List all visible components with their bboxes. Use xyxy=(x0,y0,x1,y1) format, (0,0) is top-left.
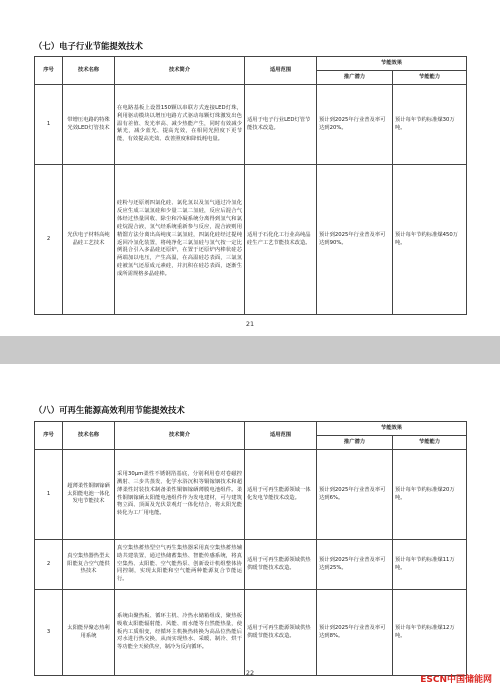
row-intro: 真空集热蓄热型空气再生集热器采用真空集热蓄热辅助共建装置，通过热储蓄集热、智能传感系统，将真空集热、太阳能、空气能热泵、创新设计机组整体协同控制，实现太阳能和空气能两种能源复合节能运行。 xyxy=(115,540,245,590)
row-scope: 适用于可再生能源领域供热供暖节能技术改造。 xyxy=(245,590,317,676)
header-scope: 适用范围 xyxy=(245,422,317,450)
row-potential: 预计到2025年行业普及率可达到25%。 xyxy=(317,540,393,590)
document-page-22 xyxy=(0,364,500,689)
header-name: 技术名称 xyxy=(63,57,115,85)
row-intro: 在电路基板上设置150颗以串联方式连接LED灯珠，利用驱动模块以增压电路方式驱动每颗灯珠激发出色温有差值、发光率高、减少热能产生，同时有效减少紫光，减少蓝光、提高光效，在相同光照度下更节能，有效提高光效、改善照度和降低耗电量。 xyxy=(115,85,245,165)
row-no: 2 xyxy=(35,540,63,590)
section-title: （八）可再生能源高效利用节能提效技术 xyxy=(34,405,185,415)
row-no: 3 xyxy=(35,590,63,676)
row-potential: 预计到2025年行业普及率可达到6%。 xyxy=(317,450,393,540)
row-name: 太阳能异聚态热利用系统 xyxy=(63,590,115,676)
page-number: 21 xyxy=(245,320,255,328)
table-row xyxy=(35,450,467,540)
header-intro: 技术简介 xyxy=(115,422,245,450)
row-potential: 预计到2025年行业普及率可达到8%。 xyxy=(317,590,393,676)
row-capacity: 预计每年节约标准煤20万吨。 xyxy=(393,450,467,540)
row-scope: 适用于可再生能源领域一体化发电节能技术改造。 xyxy=(245,450,317,540)
table-row xyxy=(35,85,467,165)
row-intro: 采用30μm柔性不锈钢箔基底，分别利用卷对卷磁控溅射、三步共蒸发、化学水浴沉积等铜镓铟技术和超薄柔性封装技术制备柔性铜铟镓硒薄膜电池组件。柔性铜铟镓硒太阳能电池组件作为发电建材，可与建筑物立面、顶面及光伏景观灯一体化结合，将太阳光能转化为工厂用电能。 xyxy=(115,450,245,540)
row-scope: 适用于电子行业LED灯管节能技术改造。 xyxy=(245,85,317,165)
table-row xyxy=(35,165,467,315)
section-title: （七）电子行业节能提效技术 xyxy=(34,41,143,51)
row-name: 超薄柔性铜铟镓硒太阳能电池一体化发电节能技术 xyxy=(63,450,115,540)
header-effect: 节能效果 xyxy=(317,57,467,71)
header-capacity: 节能能力 xyxy=(393,71,467,85)
header-effect: 节能效果 xyxy=(317,422,467,436)
table-row xyxy=(35,540,467,590)
row-potential: 预计到2025年行业普及率可达到20%。 xyxy=(317,85,393,165)
row-capacity: 预计每年节约标准煤450万吨。 xyxy=(393,165,467,315)
row-potential: 预计到2025年行业普及率可达到90%。 xyxy=(317,165,393,315)
row-intro: 硅粉与还原剂四氯化硅、氯化氢以及氢气通过冷氢化反应生成三氯氢硅和少量二氯二氢硅，反应后混合气体经过热量回收、除尘和冷凝系统分离得到氢气和氯硅烷混合液，氢气经系统重新参与反应，混合液则用精馏方法分离出高纯度三氯氢硅，四氯化硅经过提纯返回冷氢化装置，将纯净化三氯氢硅与氢气按一定比例混合引入多晶硅还原炉，在置于还原炉内棒状硅芯两端加以电压，产生高温，在高温硅芯表面，三氯氢硅被氢气还原成元素硅，并沉积在硅芯表面，逐渐生成所需规格多晶硅棒。 xyxy=(115,165,245,315)
header-intro: 技术简介 xyxy=(115,57,245,85)
row-name: 光伏电子材料高纯晶硅工艺技术 xyxy=(63,165,115,315)
tech-table xyxy=(34,56,467,315)
table-row xyxy=(35,590,467,676)
row-no: 1 xyxy=(35,450,63,540)
header-capacity: 节能能力 xyxy=(393,436,467,450)
row-no: 2 xyxy=(35,165,63,315)
row-scope: 适用于石化化工行业高纯晶硅生产工艺节能技术改造。 xyxy=(245,165,317,315)
header-name: 技术名称 xyxy=(63,422,115,450)
tech-table xyxy=(34,421,467,676)
header-no: 序号 xyxy=(35,422,63,450)
site-watermark-logo: ESCN中国储能网 xyxy=(420,675,492,685)
row-capacity: 预计每年节约标准煤30万吨。 xyxy=(393,85,467,165)
row-capacity: 预计每年节约标准煤11万吨。 xyxy=(393,540,467,590)
header-no: 序号 xyxy=(35,57,63,85)
row-name: 真空集热器热型太阳能复合空气能供热技术 xyxy=(63,540,115,590)
row-no: 1 xyxy=(35,85,63,165)
header-potential: 推广潜力 xyxy=(317,71,393,85)
row-scope: 适用于可再生能源领域供热供暖节能技术改造。 xyxy=(245,540,317,590)
row-intro: 系统由聚热板、循环主机、冷热水储箱组成，聚热板吸收太阳能辐射能、风能、雨水能等自然能热量，使板内工质相变，经循环主机换热转换为高品位热能后对水进行热交换，从而实现热水、采暖、制冷、烘干等功能全天候供应，制冷为反向循环。 xyxy=(115,590,245,676)
page-number: 22 xyxy=(245,669,255,677)
row-name: 带增压电路的特殊光效LED灯管技术 xyxy=(63,85,115,165)
header-scope: 适用范围 xyxy=(245,57,317,85)
document-page-21 xyxy=(0,0,500,336)
header-potential: 推广潜力 xyxy=(317,436,393,450)
row-capacity: 预计每年节约标准煤12万吨。 xyxy=(393,590,467,676)
